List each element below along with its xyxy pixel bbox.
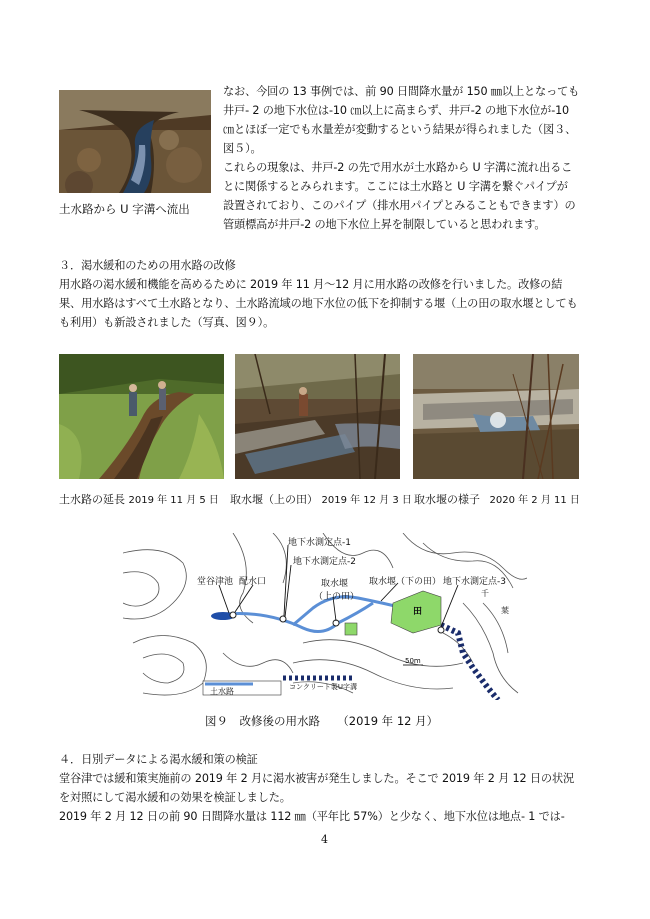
photo-caption: 土水路から U 字溝へ流出 bbox=[59, 202, 190, 216]
section3-paragraph bbox=[59, 275, 578, 332]
section-heading: ４．日別データによる渇水緩和策の検証 bbox=[59, 753, 258, 766]
photo-caption-2 bbox=[230, 491, 412, 507]
map-scale: 50m bbox=[405, 657, 421, 665]
caption-date: 2019 年 11 月 5 日 bbox=[128, 495, 219, 506]
photo-earth-channel-extension bbox=[59, 354, 224, 479]
text-line: を対照にして渇水緩和の効果を検証しました。 bbox=[59, 791, 291, 804]
text-line: 2019 年 2 月 12 日の前 90 日間降水量は 112 ㎜（平年比 57%）と少なく、地下水位は地点- 1 では- bbox=[59, 810, 565, 823]
map-label-gw2: 地下水測定点-2 bbox=[293, 557, 356, 567]
text-line: 堂谷津では緩和策実施前の 2019 年 2 月に渇水被害が発生しました。そこで 2019 年 2 月 12 日の状況 bbox=[59, 772, 575, 785]
caption-date: 2019 年 12 月 3 日 bbox=[321, 495, 412, 506]
intro-paragraph bbox=[223, 82, 579, 234]
text-line: これらの現象は、井戸-2 の先で用水が土水路から U 字溝に流れ出るこ bbox=[223, 161, 573, 174]
text-line: ㎝とほぼ一定でも水量差が変動するという結果が得られました（図３、 bbox=[223, 123, 577, 136]
map-label-pond: 堂谷津池 bbox=[197, 577, 234, 587]
photo-intake-weir-upper bbox=[235, 354, 400, 479]
photo-caption-1 bbox=[59, 491, 219, 507]
map-label-weir-upper-sub: （上の田） bbox=[314, 592, 360, 602]
text-line: 果、用水路はすべて土水路となり、土水路流域の地下水位の低下を抑制する堰（上の田の取水堰としても bbox=[59, 297, 578, 310]
map-label-weir-upper: 取水堰 bbox=[321, 579, 349, 589]
caption-text: 取水堰の様子 bbox=[414, 493, 480, 506]
text-line: 図５）。 bbox=[223, 142, 262, 155]
upper-field bbox=[345, 623, 357, 635]
photo-earth-ditch-outflow bbox=[59, 90, 211, 193]
map-label-field: 田 bbox=[413, 607, 423, 617]
map-label-place2: 葉 bbox=[501, 606, 509, 615]
text-line: 用水路の渇水緩和機能を高めるために 2019 年 11 月～12 月に用水路の改修を行いました。改修の結 bbox=[59, 278, 563, 291]
page-number: 4 bbox=[321, 833, 328, 846]
section4-paragraph bbox=[59, 769, 574, 826]
caption-date: 2020 年 2 月 11 日 bbox=[489, 495, 580, 506]
legend-earth-channel: 土水路 bbox=[210, 687, 234, 696]
text-line: 管頭標高が井戸-2 の地下水位上昇を制限していると思われます。 bbox=[223, 218, 546, 231]
map-label-weir-lower: 取水堰（下の田） bbox=[369, 577, 442, 587]
map-figure bbox=[123, 533, 527, 700]
map-label-outlet: 配水口 bbox=[239, 577, 267, 587]
caption-text: 取水堰（上の田） bbox=[230, 493, 318, 506]
map-label-gw3: 地下水測定点-3 bbox=[443, 577, 506, 587]
section-heading: ３．渇水緩和のための用水路の改修 bbox=[59, 259, 236, 272]
map-label-place1: 千 bbox=[481, 589, 489, 598]
text-line: 設置されており、このパイプ（排水用パイプとみることもできます）の bbox=[223, 199, 576, 212]
legend-concrete-channel: コンクリート製U字溝 bbox=[289, 683, 357, 691]
text-line: も利用）も新設されました（写真、図９）。 bbox=[59, 316, 275, 329]
figure-caption: 図９ 改修後の用水路 （2019 年 12 月） bbox=[205, 714, 439, 728]
caption-text: 土水路の延長 bbox=[59, 493, 125, 506]
photo-intake-weir-state bbox=[413, 354, 579, 479]
photo-caption-3 bbox=[414, 491, 580, 507]
text-line: なお、今回の 13 事例では、前 90 日間降水量が 150 ㎜以上となっても bbox=[223, 85, 580, 98]
text-line: 井戸- 2 の地下水位は-10 ㎝以上に高まらず、井戸-2 の地下水位が-10 bbox=[223, 104, 570, 117]
map-label-gw1: 地下水測定点-1 bbox=[288, 538, 351, 548]
text-line: とに関係するとみられます。ここには土水路と U 字溝を繋ぐパイプが bbox=[223, 180, 568, 193]
